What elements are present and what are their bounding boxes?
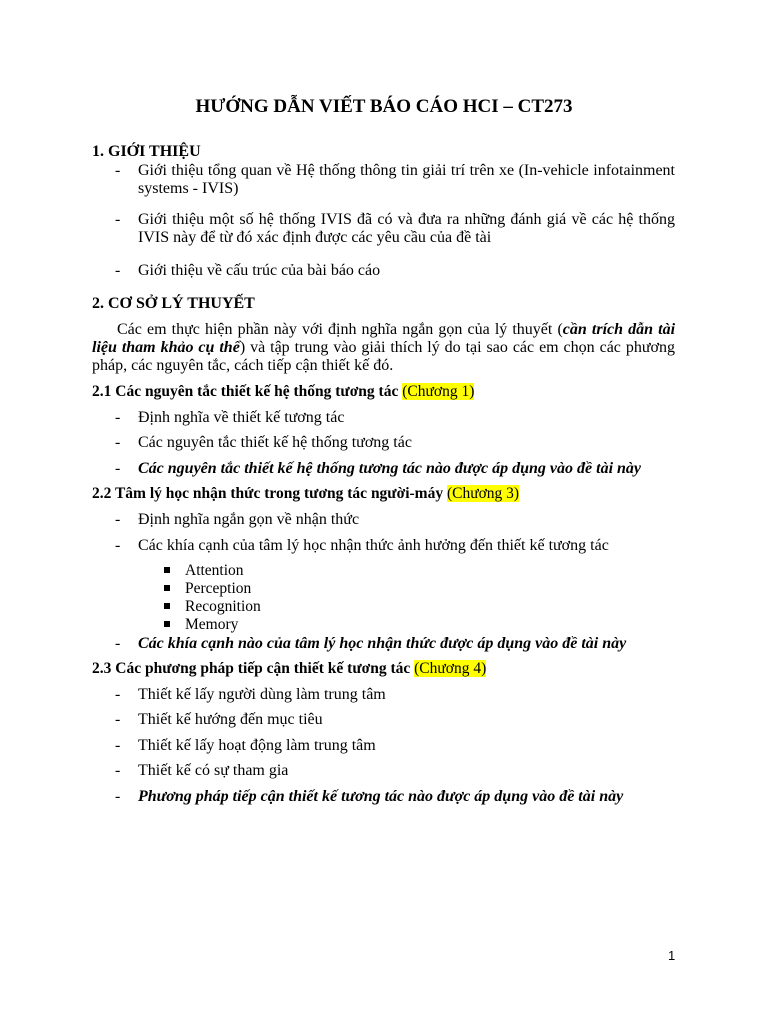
dash-bullet: - [115, 788, 121, 805]
square-bullet [164, 603, 170, 609]
document-title: HƯỚNG DẪN VIẾT BÁO CÁO HCI – CT273 [195, 96, 573, 117]
list-item-text: Thiết kế hướng đến mục tiêu [138, 711, 323, 728]
list-item-text: Các nguyên tắc thiết kế hệ thống tương tác [138, 434, 412, 451]
list-item-text: Các khía cạnh nào của tâm lý học nhận thức được áp dụng vào đề tài này [138, 635, 627, 652]
list-item-text: Thiết kế có sự tham gia [138, 762, 289, 779]
dash-bullet: - [115, 211, 121, 228]
list-item-text: Các nguyên tắc thiết kế hệ thống tương tác nào được áp dụng vào đề tài này [138, 460, 642, 477]
dash-bullet: - [115, 409, 121, 426]
dash-bullet: - [115, 262, 121, 279]
dash-bullet: - [115, 711, 121, 728]
dash-bullet: - [115, 762, 121, 779]
list-item-text: Thiết kế lấy hoạt động làm trung tâm [138, 737, 376, 754]
dash-bullet: - [115, 511, 121, 528]
chapter-highlight: (Chương 4) [414, 660, 487, 677]
sub-list-item-text: Recognition [185, 598, 261, 615]
dash-bullet: - [115, 635, 121, 652]
dash-bullet: - [115, 162, 121, 179]
dash-bullet: - [115, 460, 121, 477]
section-2-paragraph [92, 321, 675, 375]
section-2-1-heading [92, 383, 474, 401]
page-number: 1 [668, 948, 676, 963]
heading-text: 2.2 Tâm lý học nhận thức trong tương tác người-máy [92, 485, 447, 502]
section-1-heading: 1. GIỚI THIỆU [92, 143, 201, 160]
list-item-text: Thiết kế lấy người dùng làm trung tâm [138, 686, 386, 703]
sub-list-item-text: Perception [185, 580, 252, 597]
paragraph-text: ) và tập trung vào giải thích lý do tại sao các em chọn các phương pháp, các nguyên tắc, cách tiếp cận thiết kế đó. [92, 339, 675, 374]
list-item [115, 262, 675, 280]
sub-list-item-text: Attention [185, 562, 244, 579]
list-item-text: Các khía cạnh của tâm lý học nhận thức ảnh hưởng đến thiết kế tương tác [138, 537, 609, 554]
list-item-text: Định nghĩa về thiết kế tương tác [138, 409, 345, 426]
square-bullet [164, 567, 170, 573]
chapter-highlight: (Chương 3) [446, 485, 520, 502]
dash-bullet: - [115, 434, 121, 451]
dash-bullet: - [115, 537, 121, 554]
paragraph-text: Các em thực hiện phần này với định nghĩa ngắn gọn của lý thuyết ( [117, 321, 563, 338]
dash-bullet: - [115, 686, 121, 703]
paragraph-emphasis: cần trích dẫn tài liệu tham khảo cụ thể [92, 321, 676, 356]
chapter-highlight: (Chương 1) [402, 383, 475, 400]
heading-text: 2.1 Các nguyên tắc thiết kế hệ thống tương tác [92, 383, 403, 400]
square-bullet [164, 585, 170, 591]
dash-bullet: - [115, 737, 121, 754]
list-item-text: Giới thiệu tổng quan về Hệ thống thông tin giải trí trên xe (In-vehicle infotainment systems - IVIS) [138, 162, 675, 197]
list-item-text: Định nghĩa ngắn gọn về nhận thức [138, 511, 360, 528]
list-item-text: Giới thiệu một số hệ thống IVIS đã có và đưa ra những đánh giá về các hệ thống IVIS này để từ đó xác định được các yêu cầu của đề tài [138, 211, 675, 246]
section-2-heading: 2. CƠ SỞ LÝ THUYẾT [92, 295, 255, 312]
square-bullet [164, 621, 170, 627]
heading-text: 2.3 Các phương pháp tiếp cận thiết kế tương tác [92, 660, 415, 677]
list-item-text: Phương pháp tiếp cận thiết kế tương tác nào được áp dụng vào đề tài này [138, 788, 624, 805]
section-2-3-heading [92, 660, 486, 678]
list-item-text: Giới thiệu về cấu trúc của bài báo cáo [138, 262, 381, 279]
list-item [115, 211, 675, 247]
section-2-2-heading [92, 485, 519, 503]
sub-list-item-text: Memory [185, 616, 239, 633]
list-item [115, 162, 675, 198]
